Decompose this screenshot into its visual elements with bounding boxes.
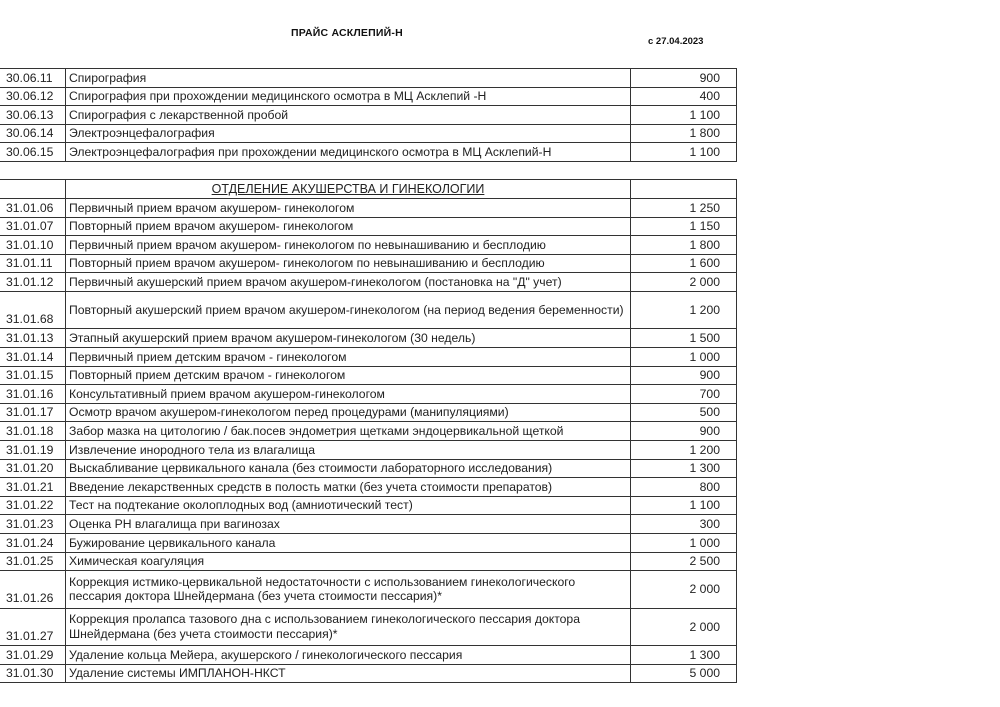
table-row [0, 646, 737, 665]
service-code: 31.01.20 [0, 459, 66, 478]
table-row [0, 69, 737, 88]
table-row [0, 552, 737, 571]
service-code: 31.01.22 [0, 496, 66, 515]
service-price: 900 [631, 422, 737, 441]
table-row [0, 441, 737, 460]
table-row [0, 571, 737, 609]
section-title: ОТДЕЛЕНИЕ АКУШЕРСТВА И ГИНЕКОЛОГИИ [66, 180, 631, 199]
service-price: 1 300 [631, 459, 737, 478]
service-name: Спирография с лекарственной пробой [66, 106, 631, 125]
service-code: 30.06.15 [0, 143, 66, 162]
service-name: Первичный прием детским врачом - гинекологом [66, 348, 631, 367]
service-name: Забор мазка на цитологию / бак.посев эндометрия щетками эндоцервикальной щеткой [66, 422, 631, 441]
service-price: 1 800 [631, 236, 737, 255]
table-row [0, 534, 737, 553]
service-price: 700 [631, 385, 737, 404]
section-header-row [0, 180, 737, 199]
service-code: 31.01.27 [0, 608, 66, 646]
table-row [0, 217, 737, 236]
service-code: 30.06.13 [0, 106, 66, 125]
service-name: Спирография при прохождении медицинского осмотра в МЦ Асклепий -Н [66, 87, 631, 106]
service-name: Первичный акушерский прием врачом акушером-гинекологом (постановка на "Д" учет) [66, 273, 631, 292]
service-price: 1 100 [631, 106, 737, 125]
service-name: Тест на подтекание околоплодных вод (амниотический тест) [66, 496, 631, 515]
service-price: 1 250 [631, 199, 737, 218]
service-name: Повторный прием врачом акушером- гинекологом по невынашиванию и бесплодию [66, 254, 631, 273]
table-row [0, 385, 737, 404]
service-price: 400 [631, 87, 737, 106]
service-name: Бужирование цервикального канала [66, 534, 631, 553]
service-code: 31.01.11 [0, 254, 66, 273]
service-name: Повторный акушерский прием врачом акушером-гинекологом (на период ведения беременности) [66, 291, 631, 329]
table-row [0, 422, 737, 441]
service-code: 31.01.68 [0, 291, 66, 329]
service-name: Извлечение инородного тела из влагалища [66, 441, 631, 460]
service-name: Спирография [66, 69, 631, 88]
service-price: 1 200 [631, 441, 737, 460]
service-price: 1 300 [631, 646, 737, 665]
service-name: Удаление кольца Мейера, акушерского / гинекологического пессария [66, 646, 631, 665]
service-name: Коррекция пролапса тазового дна с использованием гинекологического пессария доктора Шнейдермана (без учета стоимости пессария)* [66, 608, 631, 646]
service-code: 31.01.13 [0, 329, 66, 348]
service-code: 31.01.29 [0, 646, 66, 665]
service-price: 1 500 [631, 329, 737, 348]
service-code: 31.01.25 [0, 552, 66, 571]
table-row [0, 608, 737, 646]
service-price: 1 100 [631, 143, 737, 162]
table-row [0, 236, 737, 255]
table-row [0, 366, 737, 385]
table-row [0, 291, 737, 329]
service-name: Осмотр врачом акушером-гинекологом перед процедурами (манипуляциями) [66, 403, 631, 422]
service-code: 31.01.06 [0, 199, 66, 218]
service-code: 31.01.07 [0, 217, 66, 236]
table-row [0, 459, 737, 478]
table-row [0, 348, 737, 367]
service-name: Коррекция истмико-цервикальной недостаточности с использованием гинекологического пессария доктора Шнейдермана (без учета стоимости пессария)* [66, 571, 631, 609]
table-row [0, 273, 737, 292]
service-name: Электроэнцефалография [66, 124, 631, 143]
table-row [0, 106, 737, 125]
service-code: 30.06.12 [0, 87, 66, 106]
service-price: 2 000 [631, 608, 737, 646]
service-name: Электроэнцефалография при прохождении медицинского осмотра в МЦ Асклепий-Н [66, 143, 631, 162]
service-code: 31.01.26 [0, 571, 66, 609]
service-price: 300 [631, 515, 737, 534]
service-price: 1 200 [631, 291, 737, 329]
service-name: Повторный прием врачом акушером- гинекологом [66, 217, 631, 236]
service-price: 1 100 [631, 496, 737, 515]
table-row [0, 403, 737, 422]
table-row [0, 143, 737, 162]
service-name: Химическая коагуляция [66, 552, 631, 571]
service-code: 30.06.11 [0, 69, 66, 88]
service-code: 31.01.10 [0, 236, 66, 255]
service-name: Повторный прием детским врачом - гинекологом [66, 366, 631, 385]
service-price: 2 000 [631, 571, 737, 609]
service-price: 5 000 [631, 664, 737, 683]
service-name: Первичный прием врачом акушером- гинекологом по невынашиванию и бесплодию [66, 236, 631, 255]
service-code: 31.01.16 [0, 385, 66, 404]
service-code: 31.01.18 [0, 422, 66, 441]
service-code: 31.01.30 [0, 664, 66, 683]
service-price: 1 150 [631, 217, 737, 236]
price-table-obstetrics-gynecology [0, 179, 737, 683]
service-code: 31.01.21 [0, 478, 66, 497]
empty-cell [0, 180, 66, 199]
service-price: 900 [631, 366, 737, 385]
service-code: 31.01.14 [0, 348, 66, 367]
empty-cell [631, 180, 737, 199]
service-name: Оценка РН влагалища при вагинозах [66, 515, 631, 534]
service-name: Этапный акушерский прием врачом акушером-гинекологом (30 недель) [66, 329, 631, 348]
service-name: Удаление системы ИМПЛАНОН-НКСТ [66, 664, 631, 683]
service-code: 31.01.24 [0, 534, 66, 553]
table-row [0, 329, 737, 348]
service-code: 30.06.14 [0, 124, 66, 143]
service-price: 1 800 [631, 124, 737, 143]
service-code: 31.01.23 [0, 515, 66, 534]
price-table-diagnostics [0, 68, 737, 162]
service-price: 2 000 [631, 273, 737, 292]
table-row [0, 254, 737, 273]
effective-date: с 27.04.2023 [648, 36, 704, 47]
service-code: 31.01.12 [0, 273, 66, 292]
service-code: 31.01.17 [0, 403, 66, 422]
service-name: Введение лекарственных средств в полость матки (без учета стоимости препаратов) [66, 478, 631, 497]
table-row [0, 664, 737, 683]
service-price: 900 [631, 69, 737, 88]
service-price: 2 500 [631, 552, 737, 571]
service-price: 1 600 [631, 254, 737, 273]
table-row [0, 496, 737, 515]
price-list-title: ПРАЙС АСКЛЕПИЙ-Н [291, 27, 403, 39]
service-price: 500 [631, 403, 737, 422]
service-name: Первичный прием врачом акушером- гинекологом [66, 199, 631, 218]
service-code: 31.01.15 [0, 366, 66, 385]
table-row [0, 87, 737, 106]
service-price: 1 000 [631, 348, 737, 367]
service-name: Консультативный прием врачом акушером-гинекологом [66, 385, 631, 404]
table-row [0, 199, 737, 218]
table-row [0, 124, 737, 143]
table-row [0, 478, 737, 497]
table-row [0, 515, 737, 534]
service-code: 31.01.19 [0, 441, 66, 460]
service-name: Выскабливание цервикального канала (без стоимости лабораторного исследования) [66, 459, 631, 478]
service-price: 1 000 [631, 534, 737, 553]
service-price: 800 [631, 478, 737, 497]
